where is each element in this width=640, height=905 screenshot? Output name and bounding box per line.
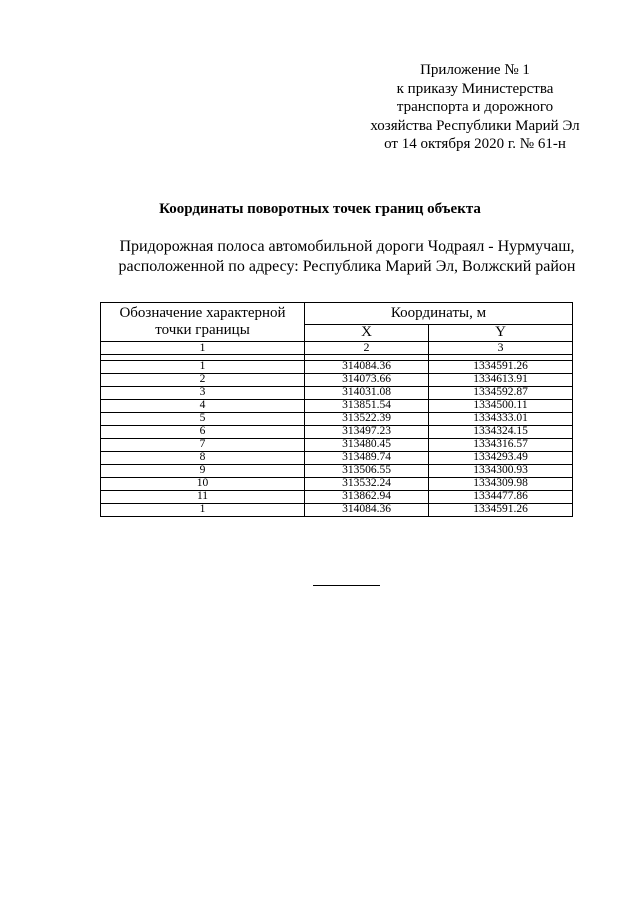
x-coordinate-cell: 313532.24: [305, 478, 429, 491]
appendix-line: к приказу Министерства: [396, 80, 554, 97]
x-coordinate-cell: 314084.36: [305, 361, 429, 374]
point-number-cell: 1: [101, 361, 305, 374]
table-row: [101, 361, 573, 374]
column-number: 3: [429, 342, 573, 355]
x-coordinate-cell: 313480.45: [305, 439, 429, 452]
column-number: 2: [305, 342, 429, 355]
table-row: [101, 426, 573, 439]
x-coordinate-cell: 313862.94: [305, 491, 429, 504]
y-coordinate-cell: 1334316.57: [429, 439, 573, 452]
x-coordinate-cell: 314084.36: [305, 504, 429, 517]
object-description: [0, 237, 640, 276]
object-description-line: Придорожная полоса автомобильной дороги Чодраял - Нурмучаш,: [119, 238, 575, 255]
point-number-cell: 9: [101, 465, 305, 478]
y-coordinate-cell: 1334592.87: [429, 387, 573, 400]
table-row: [101, 413, 573, 426]
document-title: Координаты поворотных точек границ объекта: [159, 201, 481, 217]
x-coordinate-cell: 313506.55: [305, 465, 429, 478]
y-coordinate-cell: 1334477.86: [429, 491, 573, 504]
column-number: 1: [101, 342, 305, 355]
x-coordinate-cell: 313851.54: [305, 400, 429, 413]
closing-underline: [313, 585, 380, 586]
y-coordinate-cell: 1334613.91: [429, 374, 573, 387]
appendix-line: хозяйства Республики Марий Эл: [370, 117, 580, 134]
point-number-cell: 6: [101, 426, 305, 439]
point-number-cell: 3: [101, 387, 305, 400]
x-coordinate-cell: 313522.39: [305, 413, 429, 426]
table-row: [101, 452, 573, 465]
point-number-cell: 8: [101, 452, 305, 465]
point-number-cell: 5: [101, 413, 305, 426]
appendix-line: Приложение № 1: [420, 62, 530, 78]
point-designation-header: Обозначение характерной точки границы: [101, 303, 305, 342]
table-row: [101, 387, 573, 400]
y-coordinate-cell: 1334309.98: [429, 478, 573, 491]
y-column-header: Y: [429, 325, 573, 342]
coordinates-table: [100, 302, 573, 517]
point-number-cell: 11: [101, 491, 305, 504]
table-row: [101, 478, 573, 491]
table-row: [101, 491, 573, 504]
x-coordinate-cell: 314073.66: [305, 374, 429, 387]
table-row: [101, 400, 573, 413]
y-coordinate-cell: 1334300.93: [429, 465, 573, 478]
y-coordinate-cell: 1334591.26: [429, 504, 573, 517]
point-number-cell: 10: [101, 478, 305, 491]
y-coordinate-cell: 1334293.49: [429, 452, 573, 465]
y-coordinate-cell: 1334591.26: [429, 361, 573, 374]
appendix-line: от 14 октября 2020 г. № 61-н: [384, 136, 566, 152]
table-row: [101, 374, 573, 387]
table-row: [101, 465, 573, 478]
object-description-line: расположенной по адресу: Республика Марий Эл, Волжский район: [118, 257, 576, 275]
table-row: [101, 439, 573, 452]
coordinates-header: Координаты, м: [305, 303, 573, 325]
appendix-header: [365, 61, 585, 154]
y-coordinate-cell: 1334333.01: [429, 413, 573, 426]
point-number-cell: 2: [101, 374, 305, 387]
x-coordinate-cell: 313497.23: [305, 426, 429, 439]
appendix-line: транспорта и дорожного: [396, 99, 554, 115]
point-number-cell: 4: [101, 400, 305, 413]
y-coordinate-cell: 1334500.11: [429, 400, 573, 413]
x-coordinate-cell: 313489.74: [305, 452, 429, 465]
x-coordinate-cell: 314031.08: [305, 387, 429, 400]
y-coordinate-cell: 1334324.15: [429, 426, 573, 439]
x-column-header: X: [305, 325, 429, 342]
table-row: [101, 504, 573, 517]
point-number-cell: 7: [101, 439, 305, 452]
point-number-cell: 1: [101, 504, 305, 517]
